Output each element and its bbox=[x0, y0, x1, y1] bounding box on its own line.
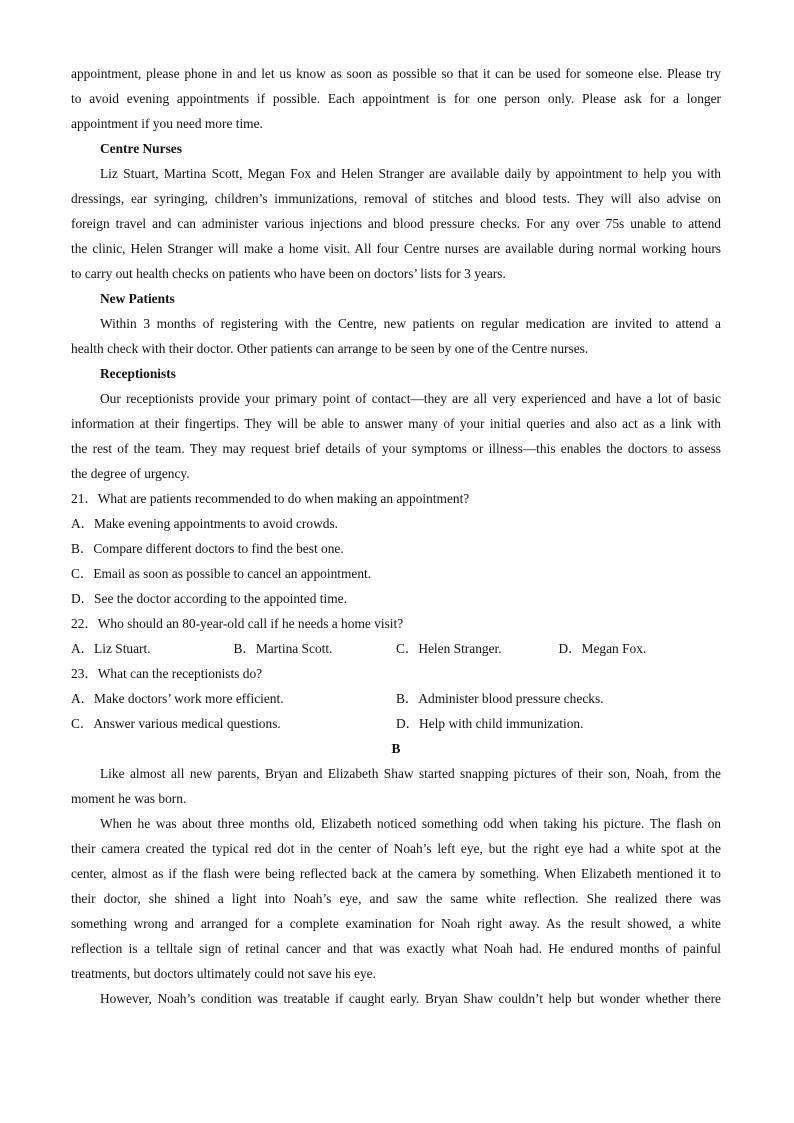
text-line: reflection is a telltale sign of retinal cancer and that was exactly what Noah had. He endured months of painful bbox=[71, 941, 721, 956]
text-line: When he was about three months old, Elizabeth noticed something odd when taking his picture. The flash on bbox=[100, 816, 721, 831]
answer-option: C．Email as soon as possible to cancel an appointment. bbox=[71, 566, 372, 581]
intro-paragraph bbox=[71, 61, 721, 136]
text-line: something wrong and arranged for a complete examination for Noah right away. As the result showed, a white bbox=[71, 916, 721, 931]
text-line: information at their fingertips. They will be able to answer many of your initial queries and also act as a link with bbox=[71, 416, 721, 431]
text-line: moment he was born. bbox=[71, 791, 187, 806]
section-heading: New Patients bbox=[100, 291, 175, 306]
receptionists-section bbox=[71, 361, 721, 486]
section-heading: Receptionists bbox=[100, 366, 176, 381]
answer-option: D．Help with child immunization. bbox=[396, 716, 584, 731]
text-line: center, almost as if the flash were being reflected back at the camera by something. When Elizabeth mentioned it to bbox=[71, 866, 721, 881]
text-line: foreign travel and can administer various injections and blood pressure checks. For any over 75s unable to attend bbox=[71, 216, 721, 231]
answer-option: B．Compare different doctors to find the best one. bbox=[71, 541, 344, 556]
question-23 bbox=[71, 661, 721, 736]
answer-option: A．Make evening appointments to avoid crowds. bbox=[71, 516, 339, 531]
answer-option: A．Liz Stuart. bbox=[71, 641, 151, 656]
text-line: the rest of the team. They may request brief details of your symptoms or illness—this enables the doctors to assess bbox=[71, 441, 721, 456]
text-line: treatments, but doctors ultimately could not save his eye. bbox=[71, 966, 376, 981]
section-heading: Centre Nurses bbox=[100, 141, 182, 156]
question-21 bbox=[71, 486, 721, 611]
text-line: their camera created the typical red dot in the center of Noah’s left eye, but the right eye had a white spot at the bbox=[71, 841, 721, 856]
answer-options-row bbox=[71, 686, 721, 711]
text-line: Liz Stuart, Martina Scott, Megan Fox and Helen Stranger are available daily by appointment to help you with bbox=[100, 166, 721, 181]
text-line: Our receptionists provide your primary point of contact—they are all very experienced and have a lot of basic bbox=[100, 391, 721, 406]
text-line: Within 3 months of registering with the Centre, new patients on regular medication are invited to attend a bbox=[100, 316, 721, 331]
text-line: appointment, please phone in and let us know as soon as possible so that it can be used for someone else. Please try bbox=[71, 66, 721, 81]
answer-option: B．Administer blood pressure checks. bbox=[396, 691, 604, 706]
centre-nurses-section bbox=[71, 136, 721, 286]
text-line: However, Noah’s condition was treatable if caught early. Bryan Shaw couldn’t help but wonder whether there bbox=[100, 991, 721, 1006]
text-line: the degree of urgency. bbox=[71, 466, 190, 481]
answer-option: D．Megan Fox. bbox=[558, 641, 647, 656]
passage-b bbox=[71, 736, 721, 1011]
text-line: the clinic, Helen Stranger will make a home visit. All four Centre nurses are available during normal working hours bbox=[71, 241, 721, 256]
text-line: their doctor, she shined a light into Noah’s eye, and saw the same white reflection. She realized there was bbox=[71, 891, 721, 906]
answer-option: D．See the doctor according to the appointed time. bbox=[71, 591, 347, 606]
document-page bbox=[71, 61, 721, 1011]
answer-option: C．Answer various medical questions. bbox=[71, 716, 281, 731]
passage-letter: B bbox=[391, 741, 401, 756]
question-22 bbox=[71, 611, 721, 661]
question-stem: 22．Who should an 80-year-old call if he needs a home visit? bbox=[71, 616, 404, 631]
answer-option: C．Helen Stranger. bbox=[396, 641, 502, 656]
answer-options-row bbox=[71, 636, 721, 661]
answer-options-row bbox=[71, 711, 721, 736]
new-patients-section bbox=[71, 286, 721, 361]
text-line: Like almost all new parents, Bryan and Elizabeth Shaw started snapping pictures of their son, Noah, from the bbox=[100, 766, 721, 781]
text-line: health check with their doctor. Other patients can arrange to be seen by one of the Centre nurses. bbox=[71, 341, 589, 356]
text-line: dressings, ear syringing, children’s immunizations, removal of stitches and blood tests. They will also advise on bbox=[71, 191, 721, 206]
text-line: to carry out health checks on patients who have been on doctors’ lists for 3 years. bbox=[71, 266, 506, 281]
text-line: appointment if you need more time. bbox=[71, 116, 263, 131]
text-line: to avoid evening appointments if possible. Each appointment is for one person only. Please ask for a longer bbox=[71, 91, 721, 106]
answer-option: B．Martina Scott. bbox=[233, 641, 333, 656]
question-stem: 21．What are patients recommended to do when making an appointment? bbox=[71, 491, 470, 506]
answer-option: A．Make doctors’ work more efficient. bbox=[71, 691, 284, 706]
question-stem: 23．What can the receptionists do? bbox=[71, 666, 263, 681]
